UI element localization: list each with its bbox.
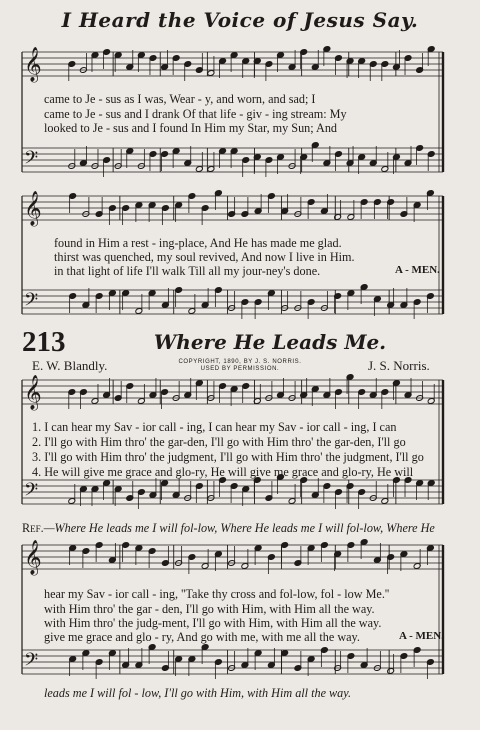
lyric-line: came to Je - sus and I drank Of that life - giv - ing stream: My [44,107,347,121]
amen-label: A - MEN. [399,630,444,642]
lyric-line: came to Je - sus as I was, Wear - y, and worn, and sad; I [44,92,316,106]
treble-clef: 𝄞 [24,191,42,226]
lyric-line: 4. He will give me grace and glo-ry, He will give me grace and glo-ry, He will [32,465,414,479]
treble-clef: 𝄞 [24,540,42,575]
treble-clef: 𝄞 [24,47,42,82]
bass-clef: 𝄢 [24,650,39,675]
composer-credit: J. S. Norris. [368,358,430,373]
lyric-line: looked to Je - sus and I found In Him my Star, my Sun; And [44,121,338,135]
lyric-line: found in Him a rest - ing-place, And He has made me glad. [54,236,342,250]
author-credit: E. W. Blandly. [32,358,108,373]
amen-label: A - MEN. [395,264,440,276]
hymn-title-2: Where He Leads Me. [153,330,387,354]
refrain-end-line: leads me I will fol - low, I'll go with Him, with Him all the way. [44,686,352,700]
hymn-title: I Heard the Voice of Jesus Say. [61,8,419,32]
treble-clef: 𝄞 [24,375,42,410]
hymn-number: 213 [22,326,66,358]
lyric-line: 2. I'll go with Him thro' the gar-den, I'll go with Him thro' the gar-den, I'll go [32,435,406,449]
lyric-line: with Him thro' the judg-ment, I'll go with Him, with Him all the way. [44,616,382,630]
lyric-line: with Him thro' the gar - den, I'll go with Him, with Him all the way. [44,602,375,616]
lyric-line: thirst was quenched, my soul revived, And now I live in Him. [54,250,355,264]
lyric-line: give me grace and glo - ry, And go with me, with me all the way. [44,630,360,644]
lyric-line: hear my Sav - ior call - ing, ''Take thy cross and fol-low, fol - low Me.'' [44,587,390,601]
bass-clef: 𝄢 [24,148,39,173]
lyric-line: in that light of life I'll walk Till all my jour-ney's done. [54,264,321,278]
lyric-line: 3. I'll go with Him thro' the judgment, I'll go with Him thro' the judgment, I'll go [32,450,424,464]
refrain-line: Ref.—Where He leads me I will fol-low, Where He leads me I will fol-low, Where He [22,521,435,535]
copyright-notice: COPYRIGHT, 1890, BY J. S. NORRIS. USED BY PERMISSION. [178,359,302,372]
bass-clef: 𝄢 [24,290,39,315]
bass-clef: 𝄢 [24,480,39,505]
lyric-line: 1. I can hear my Sav - ior call - ing, I can hear my Sav - ior call - ing, I can [32,420,397,434]
